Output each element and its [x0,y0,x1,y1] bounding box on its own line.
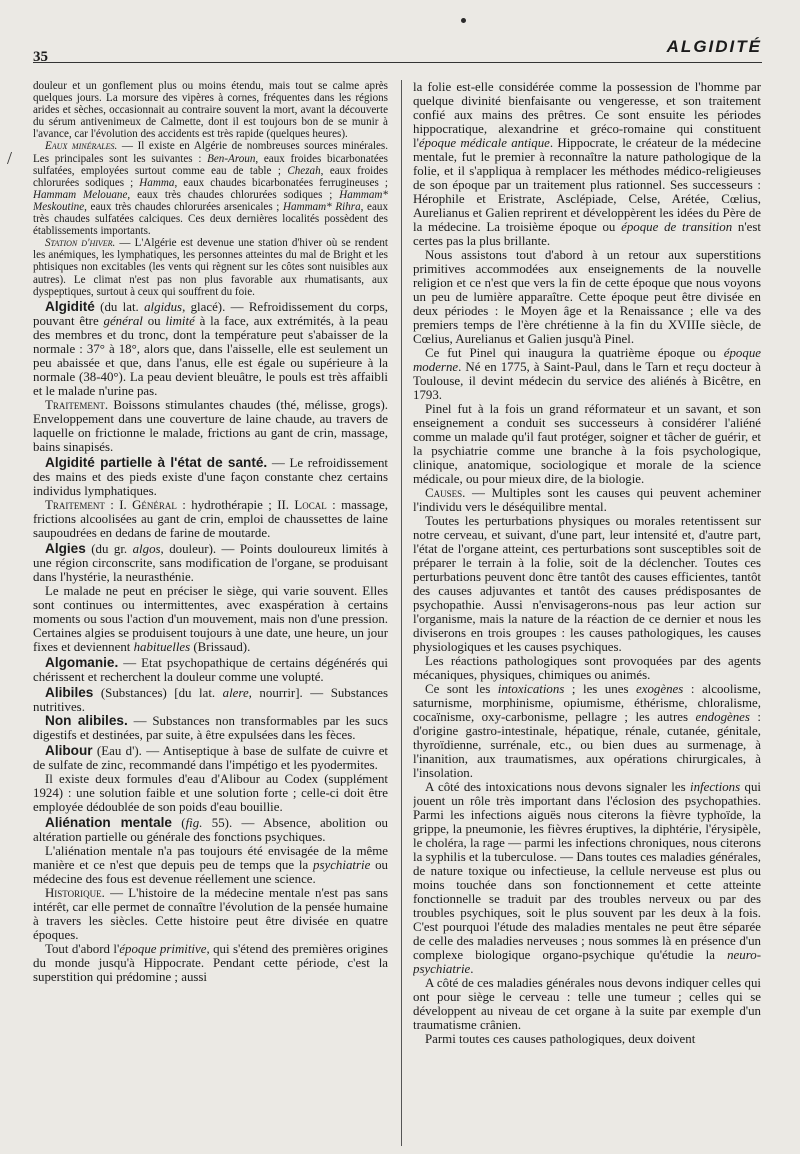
entry-text: . Né en 1775, à Saint-Paul, dans le Tarn et reçu docteur à Toulouse, il devint médecin du service des aliénés à Bicêtre, en 1793. [413,360,761,402]
place-name: Ben-Aroun [207,152,256,165]
term: endogènes [695,710,750,724]
entry-text: , glacé). — Refroidissement du corps, pouvant être [33,299,388,328]
figure-ref: fig. [185,815,203,830]
cerveau-paragraph: A côté de ces maladies générales nous devons indiquer celles qui ont pour siège le cerveau : telle une tumeur ; celles qui se développent au niveau de cet organe à la suite par exemple d'un traumatisme crânien. [413,976,761,1032]
alibiles-entry [33,686,388,714]
alibour-entry [33,744,388,772]
entry-text: : massage, frictions alcoolisées au gant de crin, emploi de chaussettes de laine saupoudrées en dedans de farine de moutarde. [33,497,388,540]
page-number: 35 [33,49,48,65]
epoques-paragraph [413,80,761,248]
entry-text: à la face, aux extrémités, à la peau des membres et du tronc, dont la température peut s'abaisser de la normale : 37° à 18°, alors que, dans l'aisselle, elle est seulement un peu abaissée et que, dans l'anus, elle est égale ou supérieure à la normale (38-40°). La peau devient bleuâtre, le pouls est très affaibli et le malade n'urine pas. [33,313,388,398]
entry-text: (Substances) [du lat. [93,685,223,700]
place-name: Chezah [287,164,321,177]
intoxications-paragraph [413,682,761,780]
entry-text: ( [171,815,186,830]
term: exogènes [636,682,684,696]
entry-text: la folie est-elle considérée comme la possession de l'homme par quelque divinité bienfaisante ou vengeresse, et son traitement confié aux mains des prêtres. Ce sont ensuite les périodes hippocratique, alexandrine et gréco-romaine qui constituent l' [413,80,761,150]
vipere-paragraph: douleur et un gonflement plus ou moins étendu, mais tout se calme après quelques jours. La morsure des vipères à cornes, fréquentes dans les régions arides et sèches, occasionnait au contraire souvent la mort, avant la découverte du sérum antivenimeux de Calmette, dont il est toujours bon de se munir à l'avance, car l'évolution des accidents est très rapide (quelques heures). [33,80,388,141]
algies-headword: Algies [45,540,86,556]
entry-text: , eaux très chaudes chlorurées sodiques ; [127,188,340,201]
algidite-partielle-entry [33,456,388,498]
local-label: II. Local [277,497,327,512]
entry-text: Le malade ne peut en préciser le siège, qui varie souvent. Elles sont continues ou intermittentes, avec exaspération à certains moments ou sous l'action d'un mouvement, mais non d'une pression. Certaines algies se produisent toujours à une date, une heure, un jour fixes et deviennent [33,583,388,654]
algidite-entry [33,300,388,398]
alienation-headword: Aliénation mentale [45,814,172,830]
entry-text: ou [142,313,166,328]
term: époque de transition [621,220,733,234]
pinel-paragraph [413,346,761,402]
alienation-paragraph [33,844,388,886]
causes-paragraph [413,486,761,514]
entry-text: . [470,962,474,976]
station-hiver-entry [33,237,388,297]
perturbations-paragraph: Toutes les perturbations physiques ou morales retentissent sur notre cerveau, et suivant, d'une part, leur intensité et, d'autre part, l'état de l'organe atteint, ces perturbations sont susceptibles soit de préparer le terrain à la folie, soit de la déclencher. Toutes ces perturbations peuvent donc être tantôt des causes efficientes, tantôt des causes adjuvantes et tantôt des causes prédisposantes de psychopathie. Aussi n'envisagerons-nous pas leur action sur l'organisme, mais la nature de la réaction de ce dernier et nous les diviserons en trois groupes : les causes pathologiques, les causes physiologiques et les causes psychiques. [413,514,761,654]
header-rule [33,62,762,63]
entry-text: — Multiples sont les causes qui peuvent acheminer l'individu vers le déséquilibre mental. [413,486,761,514]
causes-label: Causes. [425,486,466,500]
ink-dot [461,18,466,23]
traitement-label: Traitement. [45,397,109,412]
etymon: algos [132,541,161,556]
traitement-label: Traitement : I. Général [45,497,177,512]
non-alibiles-headword: Non alibiles. [45,712,128,728]
entry-text: . Hippocrate, le créateur de la médecine mentale, fut le premier à reconnaître la nature pathologique de la folie, et il s'appliqua à remplacer les méthodes médico-religieuses de son époque par un traitement plus rationnel. Ses successeurs : Hérophile et Eristrate, Asclépiade, Celse, Arétée, Cœlius, Aurelianus et Galien reprirent et développèrent les idées du Père de la médecine. La troisième époque ou [413,136,761,234]
station-hiver-lemma: Station d'hiver. [45,237,116,250]
term: limité [165,313,195,328]
term: neuro-psychiatrie [413,948,761,976]
entry-text: n'est certes pas la plus brillante. [413,220,761,248]
entry-text: (Brissaud). [190,639,251,654]
entry-text: , eaux chaudes bicarbonatées ferrugineuses ; [174,176,388,189]
algidite-partielle-headword: Algidité partielle à l'état de santé. [45,454,268,470]
running-head: ALGIDITÉ [666,37,762,56]
place-name: Hammam Melouane [33,188,128,201]
entry-text: (du lat. [94,299,145,314]
entry-text: (du gr. [85,541,133,556]
term: habituelles [133,639,191,654]
entry-text: Boissons stimulantes chaudes (thé, mélisse, grogs). Enveloppement dans une couverture de laine chaude, au travers de laquelle on frictionne le malade, frictions au gant de crin, massage, bains sinapisés. [33,397,388,454]
entry-text: — Substances non transformables par les sucs digestifs et destinées, par suite, à être expulsées dans les fèces. [33,713,388,742]
entry-text: , eaux froides chlorurées sodiques ; [33,164,388,189]
entry-text: — L'histoire de la médecine mentale n'est pas sans intérêt, car elle permet de connaître l'évolution de la pensée humaine à travers les siècles. Cette histoire peut être divisée en quatre époques. [33,885,388,942]
transition-paragraph: Nous assistons tout d'abord à un retour aux superstitions primitives accommodées aux enseignements de la nouvelle religion et ce n'est que vers la fin de cette époque que nous voyons un peu de lumière apparaître. Cette époque peut être divisée en deux périodes : le Moyen âge et la Renaissance ; elle va des premiers temps de l'ère chrétienne à la fin du XVIIIe siècle, de Cœlius, Aurelianus et Galien jusqu'à Pinel. [413,248,761,346]
entry-text: qui jouent un rôle très important dans l'éclosion des psychopathies. Parmi les infections aiguës nous citerons la fièvre typhoïde, la grippe, la pneumonie, les fièvres éruptives, la diphtérie, l'érysipèle, le choléra, la rage — parmi les infections chroniques, nous citerons la syphilis et la tuberculose. — Dans toutes ces maladies générales, de nature toxique ou infectieuse, la cellule nerveuse est plus ou moins touchée dans son fonctionnement et cette atteinte fonctionnelle se traduit par des troubles nerveux ou par des troubles psychiques, soit le plus souvent par les deux à la fois. C'est pourquoi l'étude des maladies mentales ne peut être séparée de celle des maladies nerveuses ; nous sommes là en présence d'un complexe biologique organo-psychique qu'étudie la [413,780,761,962]
column-divider [401,80,402,1146]
algomanie-headword: Algomanie. [45,654,119,670]
entry-text: — L'Algérie est devenue une station d'hiver où se rendent les anémiques, les lymphatiques, les personnes atteintes du mal de Bright et les phtisiques non excitables (les vents qui règnent sur les côtes sont nuisibles aux autres). Le climat n'est pas non plus favorable aux rhumatisants, aux dyspeptiques, surtout à ceux qui souffrent du foie. [33,237,388,298]
entry-text: , qui s'étend des premières origines du monde jusqu'à Hippocrate. Pendant cette période, c'est la superstition qui prédomine ; aussi [33,941,388,984]
entry-text: , douleur). — Points douloureux limités à une région circonscrite, sans modification de l'organe, se produisant dans l'hystérie, la neurasthénie. [33,541,388,584]
epoque-primitive-paragraph [33,942,388,984]
entry-text: ou médecine des fous est devenue réellement une science. [33,857,388,886]
entry-text: Tout d'abord l' [45,941,120,956]
entry-text: , eaux très chaudes chlorurées arsenicales ; [84,200,284,213]
alibour-headword: Alibour [45,742,93,758]
algomanie-entry [33,656,388,684]
entry-text: — Le refroidissement des mains et des pieds existe d'une façon constante chez certains individus lymphatiques. [33,455,388,498]
entry-text: — Il existe en Algérie de nombreuses sources minérales. Les principales sont les suivantes : [33,140,388,165]
historique-paragraph [33,886,388,942]
historique-label: Historique. [45,885,105,900]
left-column [33,80,388,1148]
place-name: Hamma [139,176,175,189]
term: général [103,313,143,328]
right-column [413,80,761,1148]
traitement-general-local [33,498,388,540]
term: infections [690,780,741,794]
algies-paragraph [33,584,388,654]
entry-text: , eaux froides bicarbonatées sulfatées, employées surtout comme eau de table ; [33,152,388,177]
entry-text: — Etat psychopathique de certains dégénérés qui chérissent et recherchent la douleur comme une volupté. [33,655,388,684]
final-paragraph: Parmi toutes ces causes pathologiques, deux doivent [425,1032,696,1046]
etymon: algidus [144,299,183,314]
entry-text: L'aliénation mentale n'a pas toujours été envisagée de la même manière et ce n'est que depuis peu de temps que la [33,843,388,872]
term: époque primitive [119,941,207,956]
non-alibiles-entry [33,714,388,742]
traitement-paragraph [33,398,388,454]
etymon: alere [222,685,249,700]
alienation-entry [33,816,388,844]
term: époque moderne [413,346,761,374]
term: époque médicale antique [418,136,550,150]
entry-text: ; les unes [564,682,637,696]
margin-mark: / [7,148,13,168]
reactions-paragraph: Les réactions pathologiques sont provoquées par des agents mécaniques, physiques, chimiques ou animés. [413,654,761,682]
entry-text: Ce sont les [425,682,498,696]
eaux-minerales-entry [33,140,388,237]
entry-text: : hydrothérapie ; [176,497,278,512]
place-name: Hammam* Rihra [283,200,361,213]
term: psychiatrie [313,857,371,872]
alibiles-headword: Alibiles [45,684,94,700]
entry-text: , eaux très chaudes sulfatées calciques. Ces deux dernières localités possèdent des établissements importants. [33,200,388,238]
entry-text: A côté des intoxications nous devons signaler les [425,780,690,794]
algidite-headword: Algidité [45,298,95,314]
entry-text: 55). — Absence, abolition ou altération partielle ou générale des fonctions psychiques. [33,815,388,844]
entry-text: : d'origine gastro-intestinale, hépatique, rénale, cutanée, génitale, thyroïdienne, surrénale, etc., ou bien dues au surmenage, à l'inanition, aux traumatismes, aux opérations chirurgicales, à l'insolation. [413,710,761,780]
entry-text: : alcoolisme, saturnisme, morphinisme, opiumisme, éthérisme, chloralisme, cocaïnisme, oxy-carbonisme, pellagre ; les autres [413,682,761,724]
eaux-minerales-lemma: Eaux minérales. [45,140,118,153]
pinel-reformateur-paragraph: Pinel fut à la fois un grand réformateur et un savant, et son enseignement a conduit ses successeurs à considérer l'aliéné comme un malade qu'il faut protéger, soigner et tâcher de guérir, et la psychiatrie comme une branche à la fois psychologique, clinique, anatomique, sociologique et morale de la science médicale, ou pour mieux dire, de la biologie. [413,402,761,486]
term: intoxications [497,682,565,696]
algies-entry [33,542,388,584]
entry-text: (Eau d'). — Antiseptique à base de sulfate de cuivre et de sulfate de zinc, recommandé dans l'impétigo et les pyodermites. [33,743,388,772]
place-name: Hammam* Meskoutine [33,188,388,213]
alibour-paragraph: Il existe deux formules d'eau d'Alibour au Codex (supplément 1924) : une solution faible et une solution forte ; celle-ci doit être employée dédoublée de son poids d'eau bouillie. [33,771,388,814]
entry-text: , nourrir]. — Substances nutritives. [33,685,388,714]
infections-paragraph [413,780,761,976]
entry-text: Ce fut Pinel qui inaugura la quatrième époque ou [425,346,724,360]
